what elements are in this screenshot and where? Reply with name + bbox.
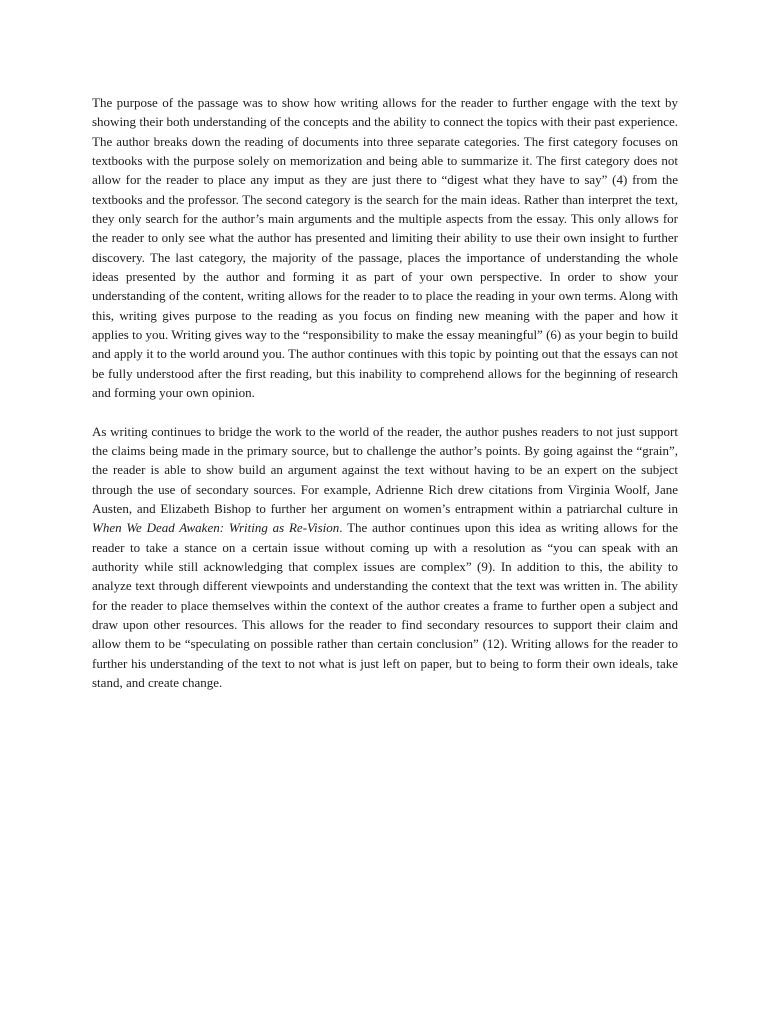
book-title: When We Dead Awaken: Writing as Re-Vision: [92, 520, 340, 536]
paragraph-2-text-end: . The author continues upon this idea as writing allows for the reader to take a stance on a certain issue without coming up with a resolution as “you can speak with an authority while still acknowledging that complex issues are complex” (9). In addition to this, the ability to analyze text through different viewpoints and understanding the context that the text was written in. The ability for the reader to place themselves within the context of the author creates a frame to further open a subject and draw upon other resources. This allows for the reader to find secondary resources to support their claim and allow them to be “speculating on possible rather than certain conclusion” (12). Writing allows for the reader to further his understanding of the text to not what is just left on paper, but to being to form their own ideals, take stand, and create change.: [92, 520, 678, 690]
document-body: [92, 93, 678, 692]
paragraph-2-text-start: As writing continues to bridge the work to the world of the reader, the author pushes readers to not just support the claims being made in the primary source, but to challenge the author’s points. By going against the “grain”, the reader is able to show build an argument against the text without having to be an expert on the subject through the use of secondary sources. For example, Adrienne Rich drew citations from Virginia Woolf, Jane Austen, and Elizabeth Bishop to further her argument on women’s entrapment within a patriarchal culture in: [92, 423, 678, 516]
paragraph-1: [92, 93, 678, 403]
paragraph-2: [92, 422, 678, 693]
paragraph-1-text: The purpose of the passage was to show how writing allows for the reader to further engage with the text by showing their both understanding of the concepts and the ability to connect the topics with their past experience. The author breaks down the reading of documents into three separate categories. The first category focuses on textbooks with the purpose solely on memorization and being able to summarize it. The first category does not allow for the reader to place any imput as they are just there to “digest what they have to say” (4) from the textbooks and the professor. The second category is the search for the main ideas. Rather than interpret the text, they only search for the author’s main arguments and the multiple aspects from the essay. This only allows for the reader to only see what the author has presented and limiting their ability to use their own insight to further discovery. The last category, the majority of the passage, places the importance of understanding the whole ideas presented by the author and forming it as part of your own perspective. In order to show your understanding of the content, writing allows for the reader to to place the reading in your own terms. Along with this, writing gives purpose to the reading as you focus on finding new meaning with the paper and how it applies to you. Writing gives way to the “responsibility to make the essay meaningful” (6) as your begin to build and apply it to the world around you. The author continues with this topic by pointing out that the essays can not be fully understood after the first reading, but this inability to comprehend allows for the beginning of research and forming your own opinion.: [92, 95, 678, 401]
